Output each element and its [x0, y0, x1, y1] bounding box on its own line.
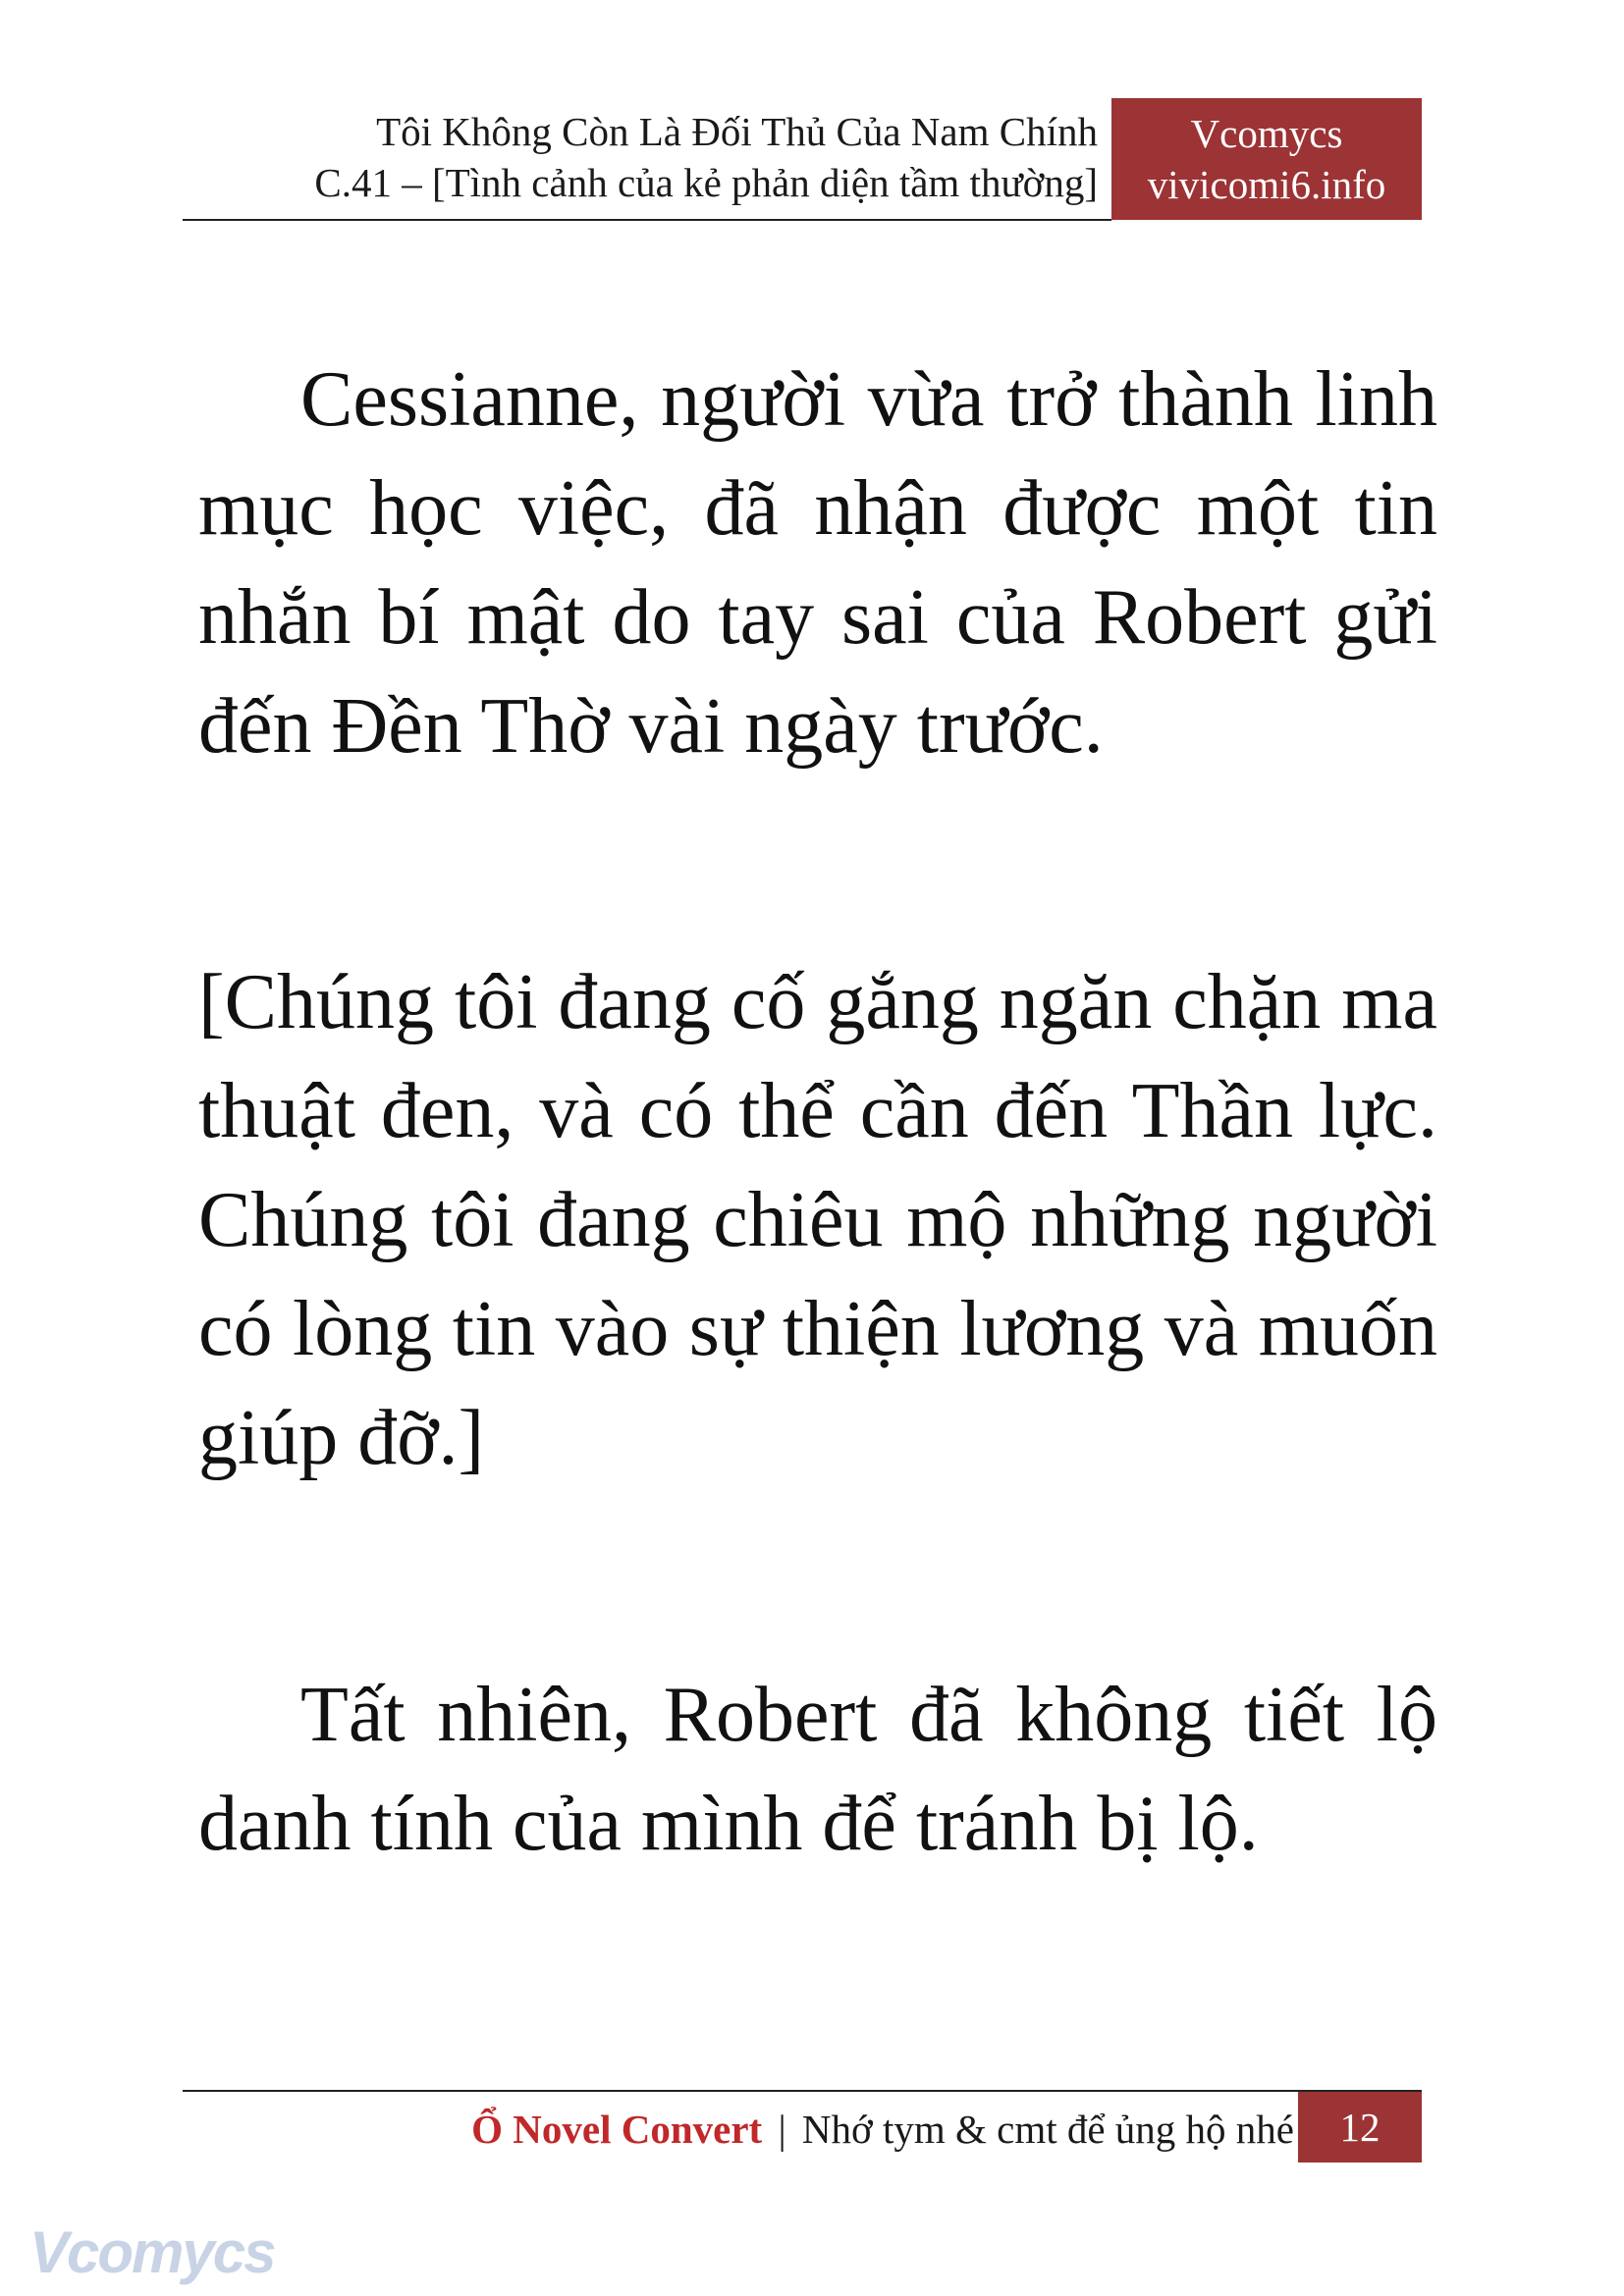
chapter-subtitle: C.41 – [Tình cảnh của kẻ phản diện tầm thường] [314, 160, 1098, 205]
footer-note [471, 2102, 1294, 2157]
paragraph-3: Tất nhiên, Robert đã không tiết lộ danh tính của mình để tránh bị lộ. [198, 1672, 1437, 1867]
footer-brand: Ổ Novel Convert [471, 2107, 763, 2152]
page-footer [183, 2090, 1422, 2164]
chapter-title [183, 106, 1098, 208]
page-header [183, 98, 1422, 221]
brand-site: vivicomi6.info [1147, 162, 1386, 207]
footer-separator: | [778, 2107, 786, 2152]
footer-message: Nhớ tym & cmt để ủng hộ nhé [801, 2107, 1294, 2152]
book-title: Tôi Không Còn Là Đối Thủ Của Nam Chính [376, 109, 1098, 154]
brand-name: Vcomycs [1190, 111, 1343, 156]
page-number: 12 [1298, 2092, 1422, 2163]
header-divider [183, 219, 1111, 221]
footer-divider [183, 2090, 1422, 2092]
paragraph-1: Cessianne, người vừa trở thành linh mục học việc, đã nhận được một tin nhắn bí mật do tay sai của Robert gửi đến Đền Thờ vài ngày trước. [198, 356, 1437, 770]
watermark-logo: Vcomycs [29, 2219, 275, 2285]
paragraph-2: [Chúng tôi đang cố gắng ngăn chặn ma thuật đen, và có thể cần đến Thần lực. Chúng tôi đang chiêu mộ những người có lòng tin vào sự thiện lương và muốn giúp đỡ.] [198, 959, 1437, 1481]
brand-badge [1111, 98, 1422, 220]
